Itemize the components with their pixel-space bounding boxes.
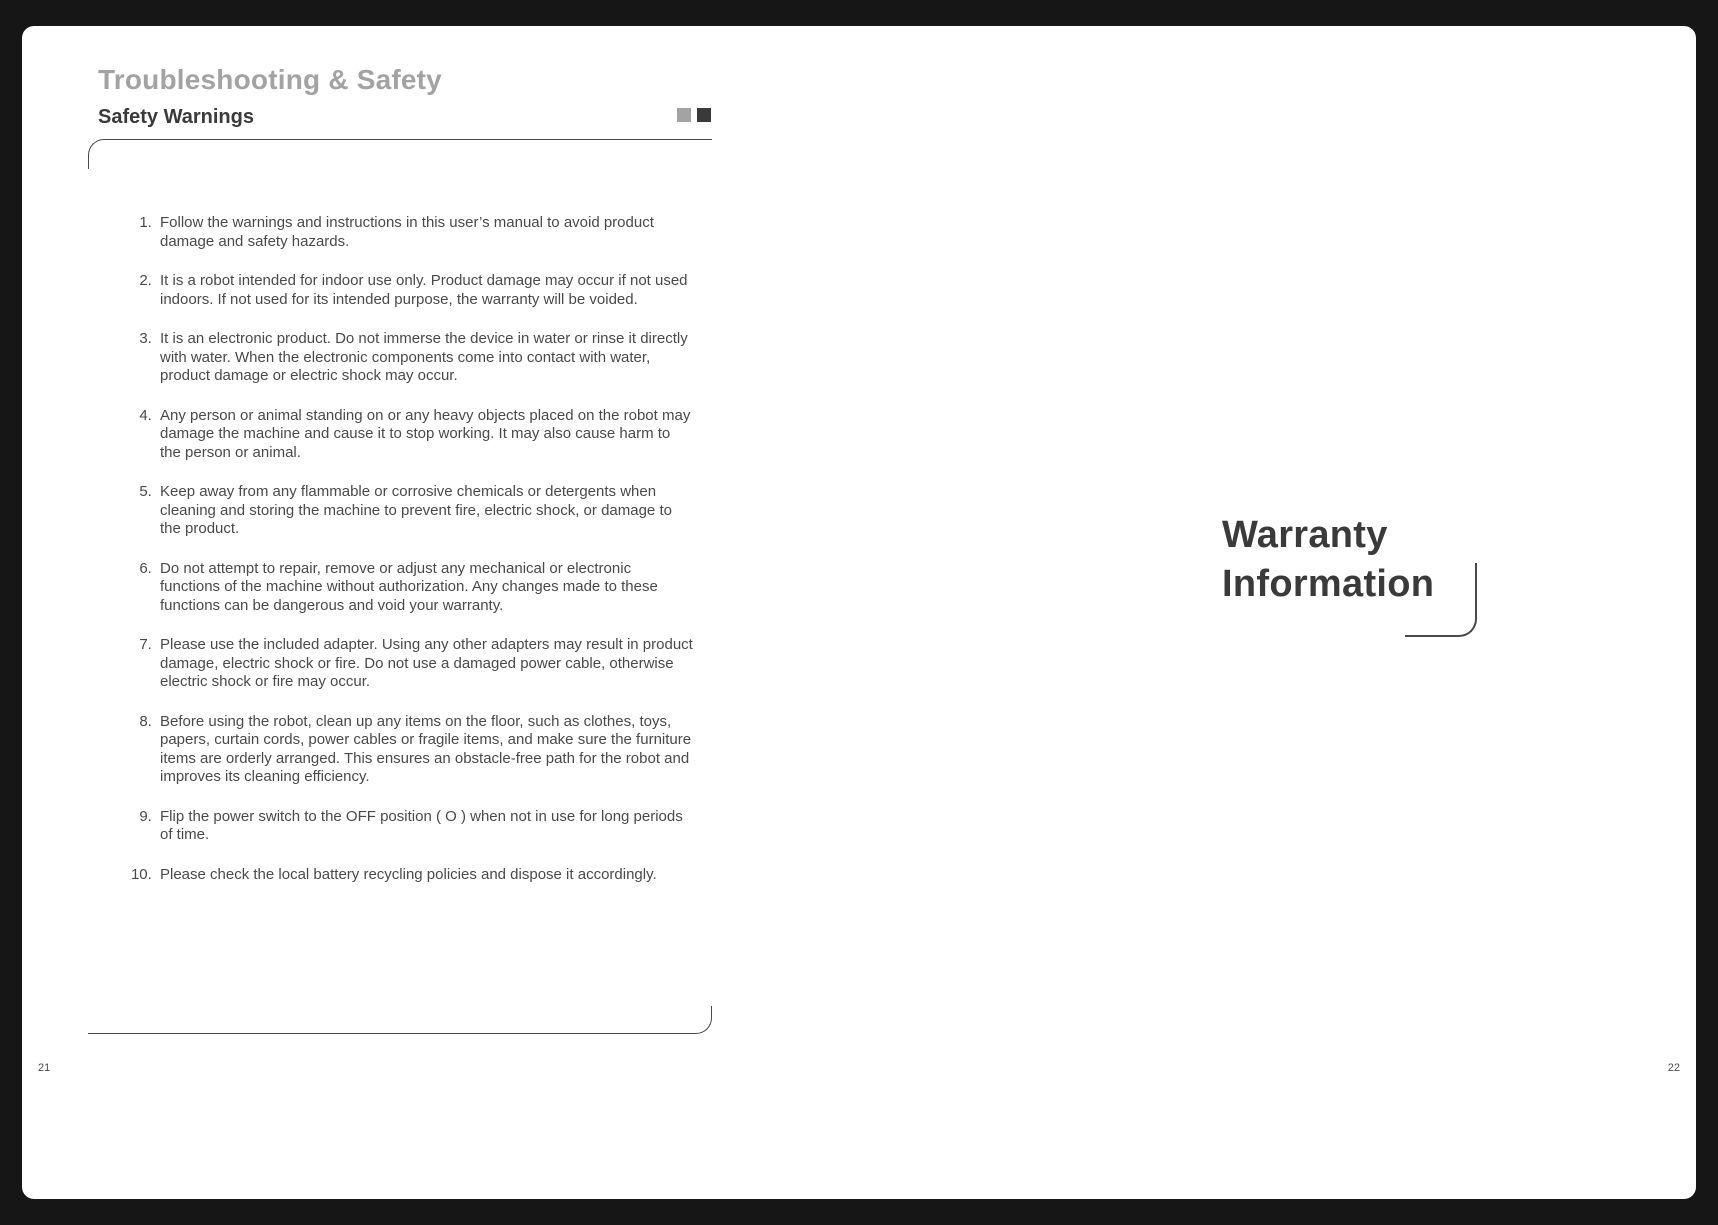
warning-item: 9. Flip the power switch to the OFF position ( O ) when not in use for long periods of time. — [156, 808, 694, 845]
warning-item: 10. Please check the local battery recycling policies and dispose it accordingly. — [156, 866, 694, 885]
warning-item: 8. Before using the robot, clean up any items on the floor, such as clothes, toys, papers, curtain cords, power cables or fragile items, and make sure the furniture items are orderly arranged. This ensures an obstacle-free path for the robot and improves its cleaning efficiency. — [156, 713, 694, 787]
warning-item: 3. It is an electronic product. Do not immerse the device in water or rinse it directly with water. When the electronic components come into contact with water, product damage or electric shock may occur. — [156, 330, 694, 386]
warning-item: 5. Keep away from any flammable or corrosive chemicals or detergents when cleaning and storing the machine to prevent fire, electric shock, or damage to the product. — [156, 483, 694, 539]
section-indicator-square-gray — [677, 108, 691, 122]
warranty-heading-bracket — [1405, 563, 1477, 637]
content-bracket-bottom — [88, 1006, 712, 1034]
warning-item: 7. Please use the included adapter. Using any other adapters may result in product damage, electric shock or fire. Do not use a damaged power cable, otherwise electric shock or fire may occur. — [156, 636, 694, 692]
section-indicator — [677, 108, 711, 122]
page-title: Troubleshooting & Safety — [98, 64, 442, 95]
warranty-heading-line2: Information — [1222, 563, 1435, 605]
section-indicator-square-dark — [697, 108, 711, 122]
warranty-heading — [1222, 511, 1434, 609]
page-number-right: 22 — [1667, 1062, 1680, 1074]
page-number-left: 21 — [38, 1062, 51, 1074]
warning-item: 4. Any person or animal standing on or any heavy objects placed on the robot may damage the machine and cause it to stop working. It may also cause harm to the person or animal. — [156, 407, 694, 463]
warranty-heading-line1: Warranty — [1222, 514, 1388, 556]
manual-page-spread — [22, 26, 1696, 1199]
warning-item: 1. Follow the warnings and instructions in this user’s manual to avoid product damage and safety hazards. — [156, 214, 694, 251]
warning-item: 2. It is a robot intended for indoor use only. Product damage may occur if not used indoors. If not used for its intended purpose, the warranty will be voided. — [156, 272, 694, 309]
safety-warnings-list — [126, 214, 694, 905]
section-subtitle: Safety Warnings — [98, 106, 254, 128]
content-bracket-top — [88, 139, 712, 169]
warning-item: 6. Do not attempt to repair, remove or adjust any mechanical or electronic functions of the machine without authorization. Any changes made to these functions can be dangerous and void your warranty. — [156, 560, 694, 616]
